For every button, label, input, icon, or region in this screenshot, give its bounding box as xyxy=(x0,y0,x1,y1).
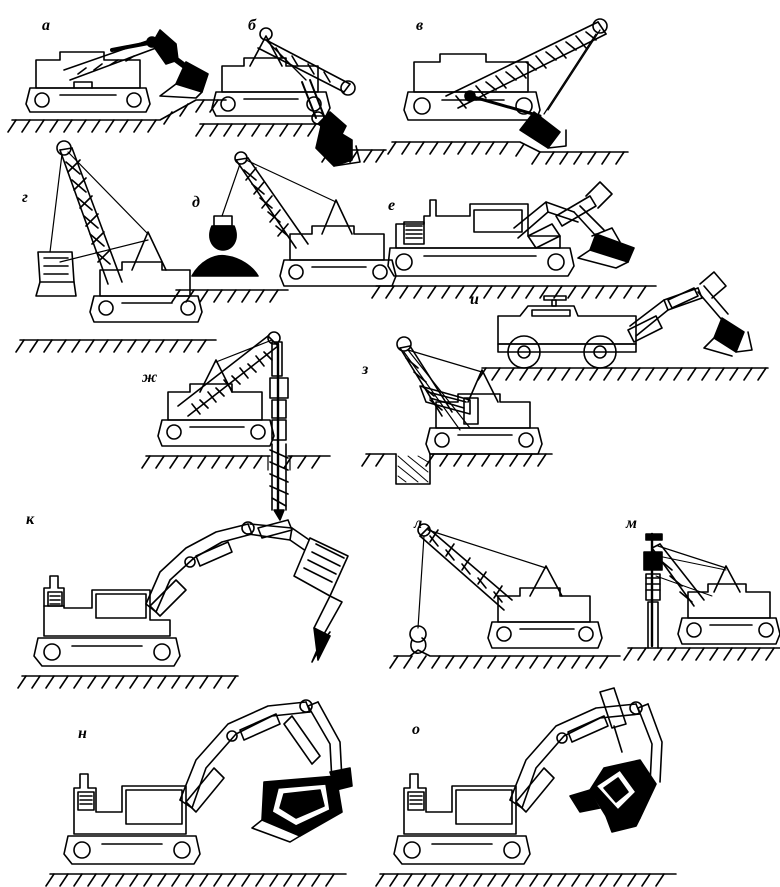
panel-l-drawing xyxy=(390,524,620,668)
panel-label-a: а xyxy=(42,17,50,34)
panel-label-k: к xyxy=(26,511,35,528)
panel-label-e: е xyxy=(388,197,396,214)
panel-o-drawing xyxy=(376,688,676,886)
panel-label-zh: ж xyxy=(142,369,158,386)
panel-label-n: н xyxy=(78,725,87,742)
panel-e-drawing xyxy=(372,182,656,298)
panel-v-drawing xyxy=(388,19,628,164)
panel-label-z: з xyxy=(362,361,369,378)
panel-label-d: д xyxy=(192,194,200,211)
panel-k-drawing xyxy=(18,520,348,688)
panel-n-drawing xyxy=(46,700,352,886)
panel-label-b: б xyxy=(248,17,256,34)
panel-label-o: о xyxy=(412,721,420,738)
panel-z-drawing xyxy=(362,337,552,484)
panel-d-drawing xyxy=(172,152,396,302)
panel-g-drawing xyxy=(16,141,216,352)
panel-m-drawing xyxy=(624,534,780,660)
panel-label-g: г xyxy=(22,189,28,206)
panel-label-l: л xyxy=(414,515,423,532)
panel-b-drawing xyxy=(196,28,386,166)
panel-zh-drawing xyxy=(142,332,330,520)
panel-label-v: в xyxy=(416,17,424,34)
panel-label-m: м xyxy=(626,515,637,532)
panel-label-i: и xyxy=(470,291,479,308)
panel-a-drawing xyxy=(8,30,226,132)
panel-i-drawing xyxy=(478,272,768,380)
